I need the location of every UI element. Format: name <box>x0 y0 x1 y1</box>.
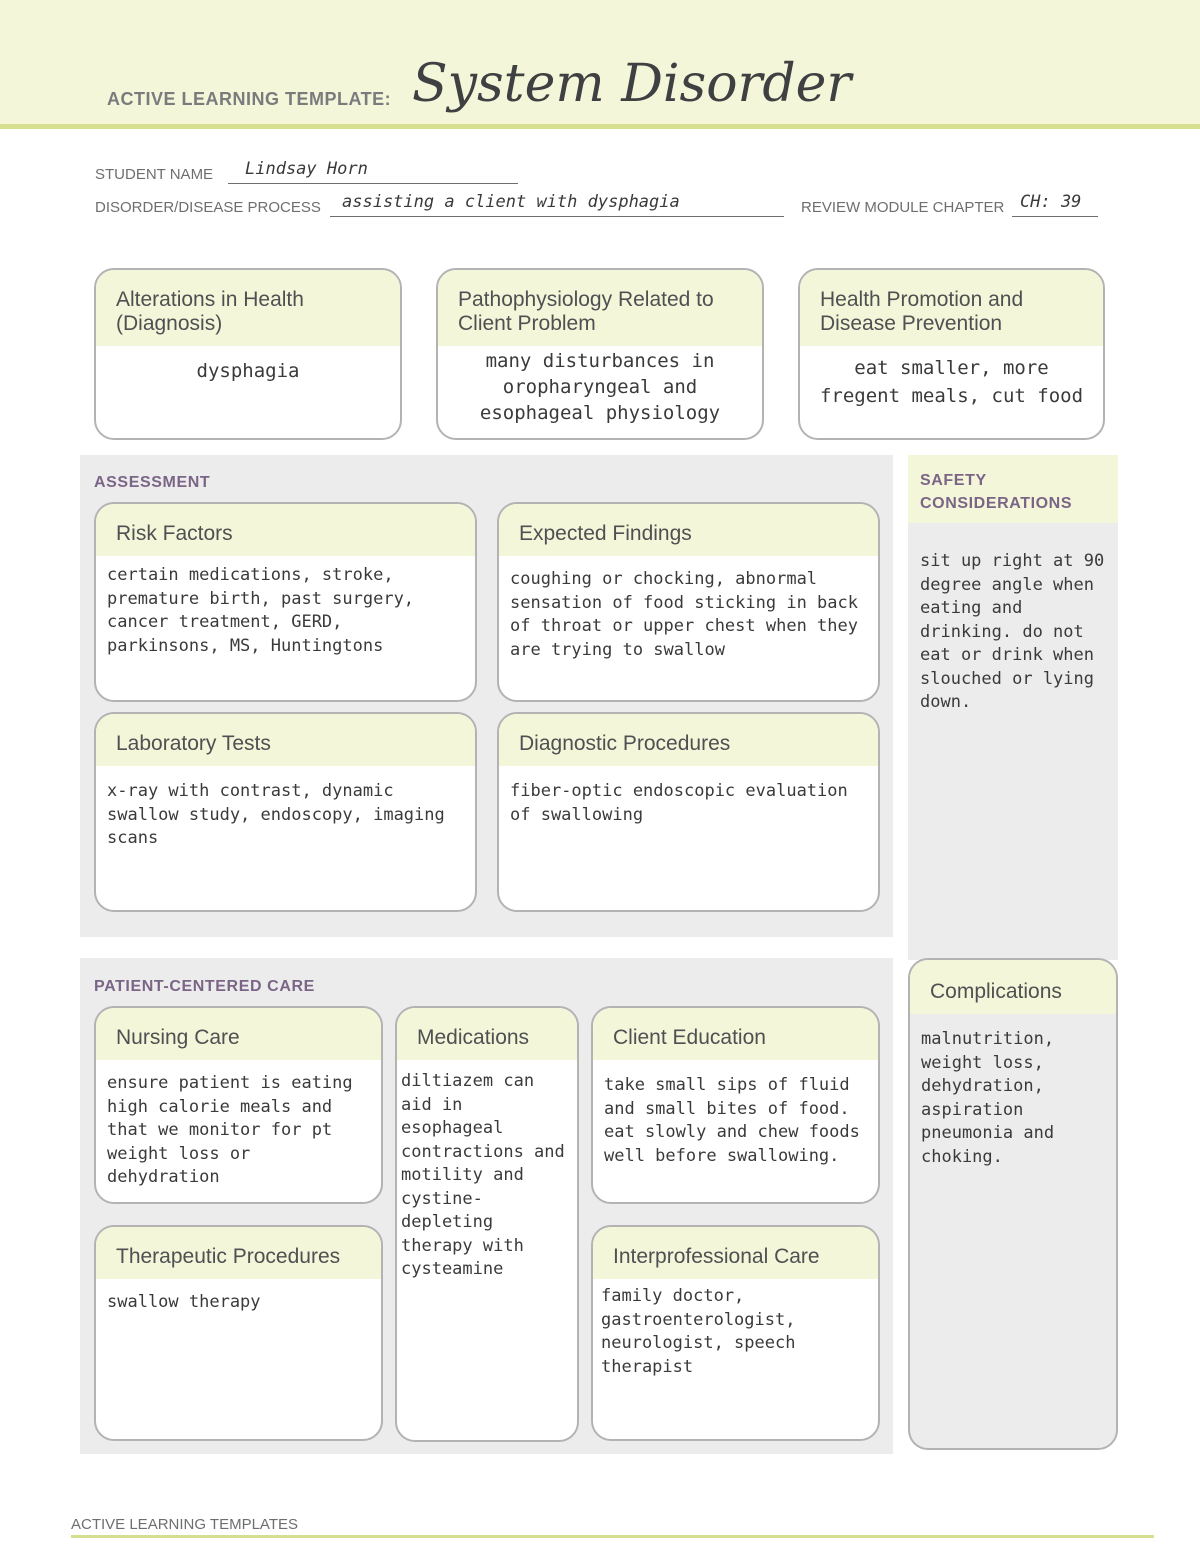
complications-box <box>908 958 1118 1450</box>
interprofessional-care-text[interactable]: family doctor, gastroenterologist, neurologist, speech therapist <box>601 1286 796 1377</box>
medications-text[interactable]: diltiazem can aid in esophageal contractions and motility and cystine-depleting therapy with cysteamine <box>401 1071 565 1279</box>
safety-text[interactable]: sit up right at 90 degree angle when eating and drinking. do not eat or drink when slouched or lying down. <box>920 551 1105 712</box>
laboratory-tests-text[interactable]: x-ray with contrast, dynamic swallow study, endoscopy, imaging scans <box>107 781 445 848</box>
medications-title: Medications <box>397 1008 577 1060</box>
health-promotion-box <box>798 268 1105 440</box>
expected-findings-title: Expected Findings <box>499 504 878 556</box>
pathophysiology-text[interactable]: many disturbances in oropharyngeal and esophageal physiology <box>479 350 721 424</box>
client-education-title: Client Education <box>593 1008 878 1060</box>
assessment-title: ASSESSMENT <box>94 474 211 491</box>
nursing-care-box <box>94 1006 383 1204</box>
client-education-box <box>591 1006 880 1204</box>
laboratory-tests-title: Laboratory Tests <box>96 714 475 766</box>
diagnostic-procedures-box <box>497 712 880 912</box>
safety-title: SAFETY CONSIDERATIONS <box>908 455 1118 523</box>
interprofessional-care-title: Interprofessional Care <box>593 1227 878 1279</box>
pathophysiology-box <box>436 268 764 440</box>
therapeutic-procedures-text[interactable]: swallow therapy <box>107 1292 261 1312</box>
page-title: System Disorder <box>412 54 852 114</box>
interprofessional-care-box <box>591 1225 880 1441</box>
student-name-underline <box>228 183 518 184</box>
health-promotion-text[interactable]: eat smaller, more fregent meals, cut food <box>819 357 1084 407</box>
footer-divider <box>71 1535 1154 1538</box>
student-name-field[interactable]: Lindsay Horn <box>245 159 368 179</box>
alterations-title: Alterations in Health (Diagnosis) <box>96 270 400 346</box>
patient-care-title: PATIENT-CENTERED CARE <box>94 978 315 995</box>
complications-title: Complications <box>910 960 1116 1014</box>
diagnostic-procedures-text[interactable]: fiber-optic endoscopic evaluation of swallowing <box>510 781 848 825</box>
expected-findings-text[interactable]: coughing or chocking, abnormal sensation of food sticking in back of throat or upper chest when they are trying to swallow <box>510 569 858 660</box>
chapter-underline <box>1012 216 1098 217</box>
pathophysiology-title: Pathophysiology Related to Client Problem <box>438 270 762 346</box>
therapeutic-procedures-box <box>94 1225 383 1441</box>
student-name-label: STUDENT NAME <box>95 166 214 183</box>
chapter-label: REVIEW MODULE CHAPTER <box>801 199 1005 216</box>
diagnostic-procedures-title: Diagnostic Procedures <box>499 714 878 766</box>
risk-factors-text[interactable]: certain medications, stroke, premature birth, past surgery, cancer treatment, GERD, parkinsons, MS, Huntingtons <box>107 565 415 656</box>
nursing-care-title: Nursing Care <box>96 1008 381 1060</box>
risk-factors-box <box>94 502 477 702</box>
health-promotion-title: Health Promotion and Disease Prevention <box>800 270 1103 346</box>
disorder-label: DISORDER/DISEASE PROCESS <box>95 199 321 216</box>
client-education-text[interactable]: take small sips of fluid and small bites of food. eat slowly and chew foods well before swallowing. <box>604 1075 860 1166</box>
nursing-care-text[interactable]: ensure patient is eating high calorie meals and that we monitor for pt weight loss or dehydration <box>107 1073 353 1187</box>
complications-text[interactable]: malnutrition, weight loss, dehydration, aspiration pneumonia and choking. <box>921 1029 1055 1167</box>
alterations-box <box>94 268 402 440</box>
alterations-text[interactable]: dysphagia <box>196 360 300 382</box>
template-label: ACTIVE LEARNING TEMPLATE: <box>107 89 392 109</box>
risk-factors-title: Risk Factors <box>96 504 475 556</box>
expected-findings-box <box>497 502 880 702</box>
medications-box <box>395 1006 579 1442</box>
header-divider <box>0 124 1200 129</box>
disorder-field[interactable]: assisting a client with dysphagia <box>342 192 680 212</box>
laboratory-tests-box <box>94 712 477 912</box>
disorder-underline <box>330 216 784 217</box>
therapeutic-procedures-title: Therapeutic Procedures <box>96 1227 381 1279</box>
chapter-field[interactable]: CH: 39 <box>1020 192 1082 212</box>
footer-text: ACTIVE LEARNING TEMPLATES <box>71 1516 298 1533</box>
